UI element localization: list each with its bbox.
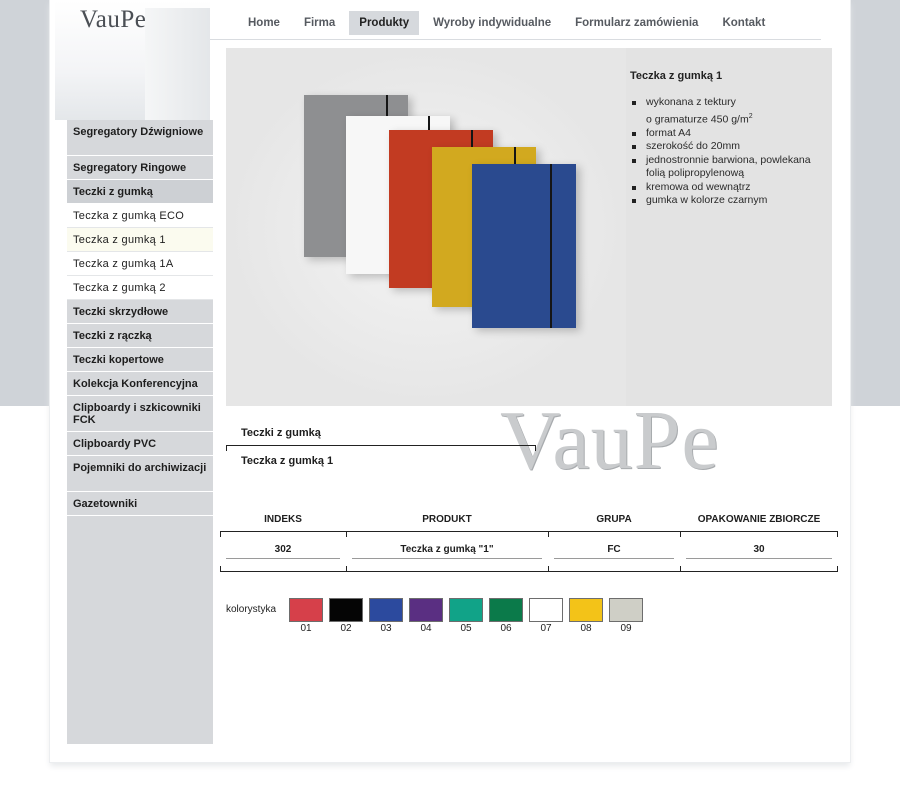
feature-item: jednostronnie barwiona, powlekana folią polipropylenową [630,154,830,181]
binder-graphic [145,8,210,120]
breadcrumb-divider [226,445,536,451]
main-nav [210,6,821,40]
color-swatch-code: 01 [300,623,312,634]
sidebar-subitem-teczka-eco[interactable]: Teczka z gumką ECO [67,204,213,228]
sidebar-item-clipboardy-pvc[interactable]: Clipboardy PVC [67,432,213,456]
color-swatch-08[interactable] [569,598,603,622]
sidebar-item-segregatory-dzwigniowe[interactable]: Segregatory Dźwigniowe [67,120,213,156]
spec-cell: Teczka z gumką "1" [352,544,542,559]
feature-item: szerokość do 20mm [630,140,830,154]
sidebar-subitem-teczka-2[interactable]: Teczka z gumką 2 [67,276,213,300]
feature-item: wykonana z tektury o gramaturze 450 $g/m^2$ [630,96,830,127]
product-title: Teczka z gumką 1 [630,70,723,82]
sidebar-item-teczki-kopertowe[interactable]: Teczki kopertowe [67,348,213,372]
color-swatch-06[interactable] [489,598,523,622]
spec-col-indeks [220,510,346,574]
nav-home[interactable]: Home [248,16,280,29]
spec-col-opakowanie [680,510,838,574]
sidebar-item-teczki-z-raczka[interactable]: Teczki z rączką [67,324,213,348]
nav-firma[interactable]: Firma [303,16,336,29]
brand-watermark: VauPe [500,394,720,487]
color-swatch-code: 09 [620,623,632,634]
nav-produkty[interactable]: Produkty [349,11,419,35]
color-swatch-code: 08 [580,623,592,634]
color-swatch-05[interactable] [449,598,483,622]
sidebar-item-segregatory-ringowe[interactable]: Segregatory Ringowe [67,156,213,180]
spec-cell: 30 [686,544,832,559]
nav-kontakt[interactable]: Kontakt [722,16,766,29]
sidebar-subitem-teczka-1[interactable]: Teczka z gumką 1 [67,228,213,252]
nav-wyroby-indywidualne[interactable]: Wyroby indywidualne [433,16,552,29]
colors-label: kolorystyka [226,604,277,615]
breadcrumb-parent[interactable]: Teczki z gumką [241,427,321,439]
color-swatch-code: 02 [340,623,352,634]
color-swatch-code: 07 [540,623,552,634]
sidebar-subitem-teczka-1a[interactable]: Teczka z gumką 1A [67,252,213,276]
site-logo[interactable]: VauPe [80,6,147,33]
color-swatch-03[interactable] [369,598,403,622]
sidebar-item-gazetowniki[interactable]: Gazetowniki [67,492,213,516]
folder-image-blue [472,164,576,328]
color-swatch-code: 06 [500,623,512,634]
product-image-panel [226,48,626,406]
sidebar-item-teczki-z-gumka[interactable]: Teczki z gumką [67,180,213,204]
color-swatch-code: 04 [420,623,432,634]
spec-col-grupa [548,510,680,574]
color-swatch-09[interactable] [609,598,643,622]
sidebar-nav [67,120,213,744]
spec-cell: FC [554,544,674,559]
color-swatch-code: 03 [380,623,392,634]
nav-formularz-zamowienia[interactable]: Formularz zamówienia [575,16,699,29]
spec-header: OPAKOWANIE ZBIORCZE [697,514,821,525]
color-swatch-07[interactable] [529,598,563,622]
spec-header: INDEKS [264,514,302,525]
color-swatch-01[interactable] [289,598,323,622]
spec-header: GRUPA [596,514,632,525]
color-swatch-code: 05 [460,623,472,634]
sidebar-item-clipboardy-fck[interactable]: Clipboardy i szkicowniki FCK [67,396,213,432]
spec-header: PRODUKT [422,514,472,525]
feature-item: gumka w kolorze czarnym [630,194,830,208]
spec-table [220,510,838,574]
breadcrumb-current: Teczka z gumką 1 [241,455,334,467]
sidebar-item-kolekcja-konferencyjna[interactable]: Kolekcja Konferencyjna [67,372,213,396]
sidebar-item-teczki-skrzydlowe[interactable]: Teczki skrzydłowe [67,300,213,324]
sidebar-item-pojemniki-archiwizacji[interactable]: Pojemniki do archiwizacji [67,456,213,492]
spec-cell: 302 [226,544,340,559]
feature-item: kremowa od wewnątrz [630,181,830,195]
color-swatch-04[interactable] [409,598,443,622]
product-features [630,96,830,208]
spec-col-produkt [346,510,548,574]
feature-item: format A4 [630,127,830,141]
color-swatch-02[interactable] [329,598,363,622]
